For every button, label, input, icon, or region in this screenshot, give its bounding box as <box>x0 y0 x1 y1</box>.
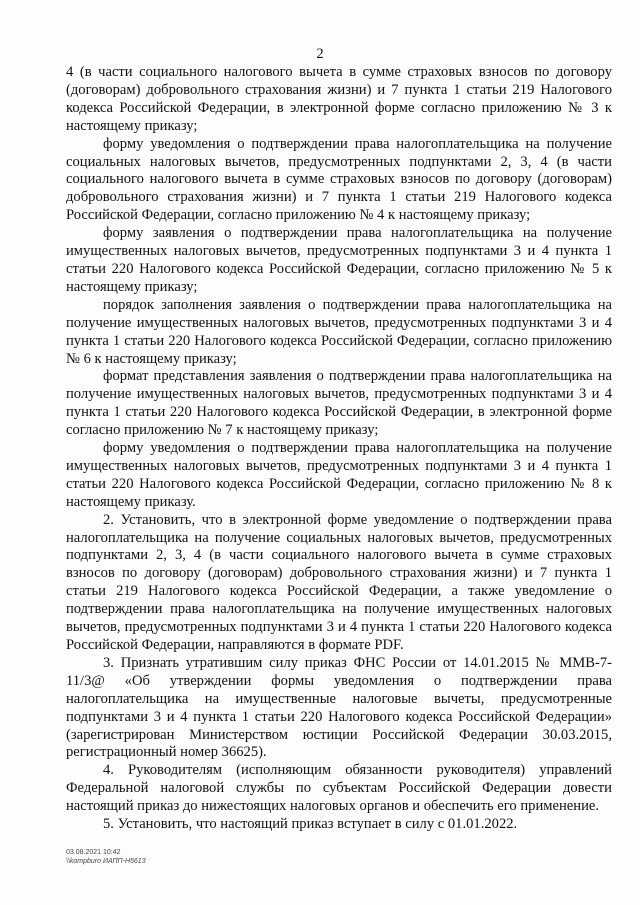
footer-file-path: \\kompburo ИАПП-Н5613 <box>66 858 146 865</box>
paragraph: порядок заполнения заявления о подтверждении права налогоплательщика на получение имущественных налоговых вычетов, предусмотренных подпунктами 3 и 4 пункта 1 статьи 220 Налогового кодекса Российской Федерации, согласно приложению № 6 к настоящему приказу; <box>66 296 612 367</box>
paragraph: 3. Признать утратившим силу приказ ФНС России от 14.01.2015 № ММВ-7-11/3@ «Об утверждении формы уведомления о подтверждении права налогоплательщика на имущественные налоговые вычеты, предусмотренные подпунктами 3 и 4 пункта 1 статьи 220 Налогового кодекса Российской Федерации» (зарегистрирован Министерством юстиции Российской Федерации 30.03.2015, регистрационный номер 36625). <box>66 654 612 761</box>
paragraph: 4 (в части социального налогового вычета в сумме страховых взносов по договору (договорам) добровольного страхования жизни) и 7 пункта 1 статьи 219 Налогового кодекса Российской Федерации, в электронной форме согласно приложению № 3 к настоящему приказу; <box>66 64 612 134</box>
page-number: 2 <box>316 46 324 62</box>
paragraph: формат представления заявления о подтверждении права налогоплательщика на получение имущественных налоговых вычетов, предусмотренных подпунктами 3 и 4 пункта 1 статьи 220 Налогового кодекса Российской Федерации, в электронной форме согласно приложению № 7 к настоящему приказу; <box>66 368 612 439</box>
paragraph: форму заявления о подтверждении права налогоплательщика на получение имущественных налоговых вычетов, предусмотренных подпунктами 3 и 4 пункта 1 статьи 220 Налогового кодекса Российской Федерации, согласно приложению № 5 к настоящему приказу; <box>66 225 612 295</box>
paragraph: 5. Установить, что настоящий приказ вступает в силу с 01.01.2022. <box>103 816 518 833</box>
paragraph: форму уведомления о подтверждении права налогоплательщика на получение социальных налоговых вычетов, предусмотренных подпунктами 2, 3, 4 (в части социального налогового вычета в сумме страховых взносов по договору (договорам) добровольного страхования жизни) и 7 пункта 1 статьи 219 Налогового кодекса Российской Федерации, согласно приложению № 4 к настоящему приказу; <box>66 135 612 224</box>
footer-date: 03.08.2021 10:42 <box>66 849 121 856</box>
document-footer <box>66 848 146 866</box>
document-body <box>66 64 612 834</box>
paragraph: 2. Установить, что в электронной форме уведомление о подтверждении права налогоплательщика на получение социальных налоговых вычетов, предусмотренных подпунктами 2, 3, 4 (в части социального налогового вычета в сумме страховых взносов по договору (договорам) добровольного страхования жизни) и 7 пункта 1 статьи 219 Налогового кодекса Российской Федерации, а также уведомление о подтверждении права налогоплательщика на получение имущественных налоговых вычетов, предусмотренных подпунктами 3 и 4 пункта 1 статьи 220 Налогового кодекса Российской Федерации, направляются в формате PDF. <box>66 511 612 653</box>
paragraph: форму уведомления о подтверждении права налогоплательщика на получение имущественных налоговых вычетов, предусмотренных подпунктами 3 и 4 пункта 1 статьи 220 Налогового кодекса Российской Федерации, согласно приложению № 8 к настоящему приказу. <box>66 440 612 510</box>
paragraph: 4. Руководителям (исполняющим обязанности руководителя) управлений Федеральной налоговой службы по субъектам Российской Федерации довести настоящий приказ до нижестоящих налоговых органов и обеспечить его применение. <box>66 762 612 815</box>
